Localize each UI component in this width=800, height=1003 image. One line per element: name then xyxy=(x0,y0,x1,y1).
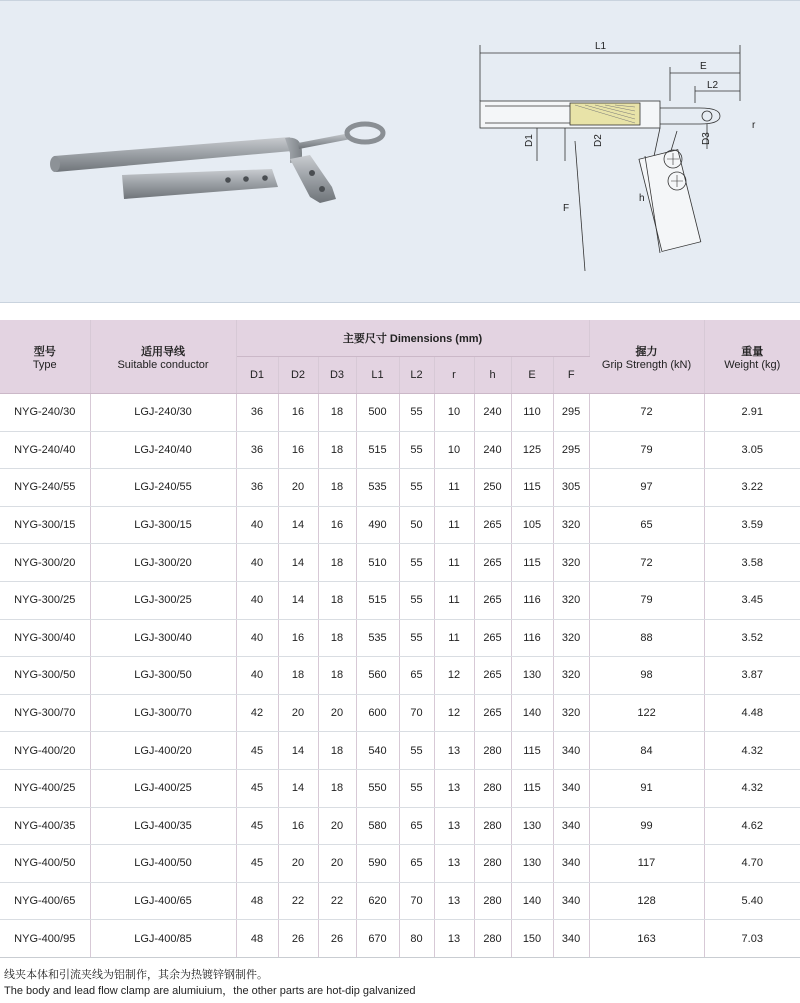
table-cell: 11 xyxy=(434,581,474,619)
table-cell: 26 xyxy=(318,920,356,958)
product-image-panel xyxy=(0,0,800,303)
table-cell: LGJ-300/40 xyxy=(90,619,236,657)
table-cell: 18 xyxy=(318,544,356,582)
table-cell: 55 xyxy=(399,544,434,582)
table-cell: 18 xyxy=(318,732,356,770)
table-cell: 20 xyxy=(278,845,318,883)
table-cell: 14 xyxy=(278,769,318,807)
table-cell: 40 xyxy=(236,506,278,544)
table-row xyxy=(0,506,800,544)
table-cell: 48 xyxy=(236,920,278,958)
table-cell: 535 xyxy=(356,619,399,657)
table-cell: NYG-240/40 xyxy=(0,431,90,469)
table-cell: LGJ-240/55 xyxy=(90,469,236,507)
table-cell: 16 xyxy=(278,619,318,657)
table-cell: 88 xyxy=(589,619,704,657)
table-cell: 295 xyxy=(553,431,589,469)
table-cell: 55 xyxy=(399,769,434,807)
table-cell: 18 xyxy=(278,657,318,695)
table-cell: 130 xyxy=(511,657,553,695)
label-D1: D1 xyxy=(524,134,535,147)
label-D2: D2 xyxy=(593,134,604,147)
table-cell: 340 xyxy=(553,920,589,958)
table-cell: 265 xyxy=(474,694,511,732)
table-cell: 3.59 xyxy=(704,506,800,544)
table-cell: 580 xyxy=(356,807,399,845)
table-cell: 340 xyxy=(553,732,589,770)
header-dim-d3: D3 xyxy=(318,357,356,394)
table-cell: 4.32 xyxy=(704,769,800,807)
table-cell: 16 xyxy=(278,394,318,432)
table-cell: 3.87 xyxy=(704,657,800,695)
table-cell: 36 xyxy=(236,431,278,469)
specification-table xyxy=(0,320,800,958)
table-cell: 13 xyxy=(434,732,474,770)
table-cell: 280 xyxy=(474,882,511,920)
table-cell: 36 xyxy=(236,394,278,432)
table-cell: NYG-240/30 xyxy=(0,394,90,432)
technical-drawing xyxy=(455,31,785,286)
table-cell: NYG-400/20 xyxy=(0,732,90,770)
table-cell: 4.70 xyxy=(704,845,800,883)
header-grip-strength: 握力 Grip Strength (kN) xyxy=(589,320,704,394)
table-cell: 40 xyxy=(236,581,278,619)
table-cell: 55 xyxy=(399,469,434,507)
table-cell: 91 xyxy=(589,769,704,807)
table-cell: 490 xyxy=(356,506,399,544)
table-cell: 65 xyxy=(399,807,434,845)
table-cell: 40 xyxy=(236,619,278,657)
table-cell: 265 xyxy=(474,544,511,582)
table-cell: 72 xyxy=(589,544,704,582)
table-cell: NYG-300/25 xyxy=(0,581,90,619)
table-cell: 11 xyxy=(434,469,474,507)
table-cell: 340 xyxy=(553,769,589,807)
table-cell: 240 xyxy=(474,394,511,432)
table-cell: 70 xyxy=(399,694,434,732)
table-cell: LGJ-300/25 xyxy=(90,581,236,619)
table-cell: 600 xyxy=(356,694,399,732)
table-cell: LGJ-400/85 xyxy=(90,920,236,958)
table-cell: 20 xyxy=(318,807,356,845)
table-cell: 20 xyxy=(278,469,318,507)
header-weight: 重量 Weight (kg) xyxy=(704,320,800,394)
table-row xyxy=(0,694,800,732)
table-cell: 240 xyxy=(474,431,511,469)
table-cell: 105 xyxy=(511,506,553,544)
table-cell: 20 xyxy=(318,845,356,883)
table-cell: 510 xyxy=(356,544,399,582)
table-cell: 320 xyxy=(553,544,589,582)
table-cell: 65 xyxy=(589,506,704,544)
table-cell: 11 xyxy=(434,619,474,657)
table-cell: NYG-300/70 xyxy=(0,694,90,732)
table-cell: 110 xyxy=(511,394,553,432)
table-cell: 20 xyxy=(278,694,318,732)
table-cell: 115 xyxy=(511,544,553,582)
table-cell: 22 xyxy=(278,882,318,920)
table-cell: 116 xyxy=(511,581,553,619)
table-row xyxy=(0,394,800,432)
header-dim-d2: D2 xyxy=(278,357,318,394)
table-cell: 22 xyxy=(318,882,356,920)
table-cell: 3.05 xyxy=(704,431,800,469)
table-cell: LGJ-400/35 xyxy=(90,807,236,845)
table-cell: 140 xyxy=(511,694,553,732)
table-cell: 3.45 xyxy=(704,581,800,619)
table-cell: 55 xyxy=(399,394,434,432)
table-cell: 265 xyxy=(474,619,511,657)
table-cell: 26 xyxy=(278,920,318,958)
table-cell: NYG-400/95 xyxy=(0,920,90,958)
table-row xyxy=(0,469,800,507)
table-cell: 305 xyxy=(553,469,589,507)
table-cell: 10 xyxy=(434,431,474,469)
footnote-en: The body and lead flow clamp are alumiuium，the other parts are hot-dip galvanized xyxy=(4,985,416,997)
table-cell: 340 xyxy=(553,882,589,920)
table-row xyxy=(0,544,800,582)
table-cell: 115 xyxy=(511,769,553,807)
table-cell: 515 xyxy=(356,431,399,469)
table-cell: NYG-400/25 xyxy=(0,769,90,807)
table-cell: 98 xyxy=(589,657,704,695)
table-cell: 280 xyxy=(474,769,511,807)
table-cell: 18 xyxy=(318,619,356,657)
table-row xyxy=(0,581,800,619)
table-cell: 540 xyxy=(356,732,399,770)
table-cell: 45 xyxy=(236,732,278,770)
table-cell: 280 xyxy=(474,732,511,770)
table-cell: 150 xyxy=(511,920,553,958)
table-cell: 55 xyxy=(399,581,434,619)
table-cell: 140 xyxy=(511,882,553,920)
table-cell: LGJ-400/65 xyxy=(90,882,236,920)
table-cell: 11 xyxy=(434,544,474,582)
table-cell: 265 xyxy=(474,506,511,544)
table-cell: 45 xyxy=(236,769,278,807)
table-cell: 535 xyxy=(356,469,399,507)
table-cell: 70 xyxy=(399,882,434,920)
table-cell: 560 xyxy=(356,657,399,695)
table-cell: 99 xyxy=(589,807,704,845)
table-cell: 620 xyxy=(356,882,399,920)
table-cell: 80 xyxy=(399,920,434,958)
table-row xyxy=(0,882,800,920)
table-cell: 2.91 xyxy=(704,394,800,432)
table-cell: 320 xyxy=(553,619,589,657)
table-cell: 590 xyxy=(356,845,399,883)
table-cell: 295 xyxy=(553,394,589,432)
table-cell: 4.48 xyxy=(704,694,800,732)
table-cell: 18 xyxy=(318,469,356,507)
table-cell: 45 xyxy=(236,807,278,845)
header-dim-f: F xyxy=(553,357,589,394)
table-cell: 14 xyxy=(278,581,318,619)
table-cell: NYG-300/40 xyxy=(0,619,90,657)
table-cell: 280 xyxy=(474,845,511,883)
table-cell: 79 xyxy=(589,431,704,469)
table-cell: 79 xyxy=(589,581,704,619)
table-cell: 280 xyxy=(474,807,511,845)
table-cell: 4.32 xyxy=(704,732,800,770)
table-row xyxy=(0,431,800,469)
table-cell: 45 xyxy=(236,845,278,883)
table-cell: 320 xyxy=(553,694,589,732)
table-cell: 280 xyxy=(474,920,511,958)
table-cell: 42 xyxy=(236,694,278,732)
table-cell: 55 xyxy=(399,732,434,770)
table-cell: 320 xyxy=(553,581,589,619)
table-cell: 18 xyxy=(318,431,356,469)
table-row xyxy=(0,732,800,770)
table-cell: 125 xyxy=(511,431,553,469)
table-cell: 55 xyxy=(399,431,434,469)
table-cell: 14 xyxy=(278,506,318,544)
label-L1: L1 xyxy=(595,41,607,52)
product-photo xyxy=(40,101,400,221)
table-cell: 48 xyxy=(236,882,278,920)
table-cell: NYG-300/50 xyxy=(0,657,90,695)
table-row xyxy=(0,769,800,807)
table-cell: 16 xyxy=(278,807,318,845)
table-cell: 340 xyxy=(553,807,589,845)
table-cell: 320 xyxy=(553,657,589,695)
table-cell: 320 xyxy=(553,506,589,544)
table-cell: 265 xyxy=(474,581,511,619)
header-dim-l1: L1 xyxy=(356,357,399,394)
table-cell: 10 xyxy=(434,394,474,432)
table-cell: 40 xyxy=(236,544,278,582)
table-cell: 97 xyxy=(589,469,704,507)
table-cell: 130 xyxy=(511,807,553,845)
table-cell: LGJ-300/70 xyxy=(90,694,236,732)
label-h: h xyxy=(639,193,645,204)
table-cell: 115 xyxy=(511,732,553,770)
table-cell: 116 xyxy=(511,619,553,657)
header-type: 型号 Type xyxy=(0,320,90,394)
table-cell: 36 xyxy=(236,469,278,507)
table-cell: 250 xyxy=(474,469,511,507)
header-dim-e: E xyxy=(511,357,553,394)
table-cell: 14 xyxy=(278,732,318,770)
table-cell: 18 xyxy=(318,581,356,619)
table-cell: NYG-400/35 xyxy=(0,807,90,845)
label-F: F xyxy=(563,203,570,214)
table-row xyxy=(0,657,800,695)
table-cell: 117 xyxy=(589,845,704,883)
table-cell: 340 xyxy=(553,845,589,883)
table-cell: LGJ-400/20 xyxy=(90,732,236,770)
table-cell: 18 xyxy=(318,657,356,695)
table-cell: NYG-300/20 xyxy=(0,544,90,582)
table-cell: 163 xyxy=(589,920,704,958)
table-cell: 130 xyxy=(511,845,553,883)
label-r: r xyxy=(752,120,756,131)
table-row xyxy=(0,807,800,845)
table-cell: 3.52 xyxy=(704,619,800,657)
table-cell: 84 xyxy=(589,732,704,770)
table-cell: NYG-400/50 xyxy=(0,845,90,883)
label-L2: L2 xyxy=(707,80,719,91)
table-cell: 14 xyxy=(278,544,318,582)
header-dim-r: r xyxy=(434,357,474,394)
table-cell: LGJ-400/25 xyxy=(90,769,236,807)
table-cell: 20 xyxy=(318,694,356,732)
table-cell: LGJ-400/50 xyxy=(90,845,236,883)
table-cell: 550 xyxy=(356,769,399,807)
header-conductor: 适用导线 Suitable conductor xyxy=(90,320,236,394)
table-cell: 128 xyxy=(589,882,704,920)
table-cell: 65 xyxy=(399,657,434,695)
table-cell: LGJ-300/50 xyxy=(90,657,236,695)
table-row xyxy=(0,619,800,657)
table-cell: 3.22 xyxy=(704,469,800,507)
label-E: E xyxy=(700,61,707,72)
table-cell: 13 xyxy=(434,807,474,845)
table-cell: 65 xyxy=(399,845,434,883)
header-dim-h: h xyxy=(474,357,511,394)
table-cell: 16 xyxy=(278,431,318,469)
table-cell: 115 xyxy=(511,469,553,507)
table-cell: 72 xyxy=(589,394,704,432)
table-cell: 12 xyxy=(434,657,474,695)
table-cell: 55 xyxy=(399,619,434,657)
table-row xyxy=(0,845,800,883)
table-cell: LGJ-240/30 xyxy=(90,394,236,432)
table-cell: 16 xyxy=(318,506,356,544)
table-cell: 13 xyxy=(434,882,474,920)
table-cell: 12 xyxy=(434,694,474,732)
footnote xyxy=(4,967,416,999)
table-cell: 13 xyxy=(434,845,474,883)
table-cell: 7.03 xyxy=(704,920,800,958)
footnote-cn: 线夹本体和引流夹线为铝制作，其余为热镀锌钢制件。 xyxy=(4,969,268,981)
table-cell: 5.40 xyxy=(704,882,800,920)
table-cell: NYG-240/55 xyxy=(0,469,90,507)
table-cell: 265 xyxy=(474,657,511,695)
header-dimensions: 主要尺寸 Dimensions (mm) xyxy=(236,320,589,357)
table-cell: 4.62 xyxy=(704,807,800,845)
table-cell: 13 xyxy=(434,920,474,958)
label-D3: D3 xyxy=(701,132,712,145)
table-cell: 500 xyxy=(356,394,399,432)
table-cell: 515 xyxy=(356,581,399,619)
table-cell: 18 xyxy=(318,394,356,432)
table-cell: 13 xyxy=(434,769,474,807)
table-cell: LGJ-300/20 xyxy=(90,544,236,582)
table-cell: 18 xyxy=(318,769,356,807)
table-cell: 11 xyxy=(434,506,474,544)
table-cell: LGJ-300/15 xyxy=(90,506,236,544)
table-cell: 122 xyxy=(589,694,704,732)
table-cell: NYG-300/15 xyxy=(0,506,90,544)
table-cell: 40 xyxy=(236,657,278,695)
header-dim-l2: L2 xyxy=(399,357,434,394)
table-row xyxy=(0,920,800,958)
table-cell: 670 xyxy=(356,920,399,958)
table-cell: 3.58 xyxy=(704,544,800,582)
table-cell: 50 xyxy=(399,506,434,544)
header-dim-d1: D1 xyxy=(236,357,278,394)
table-cell: NYG-400/65 xyxy=(0,882,90,920)
table-cell: LGJ-240/40 xyxy=(90,431,236,469)
